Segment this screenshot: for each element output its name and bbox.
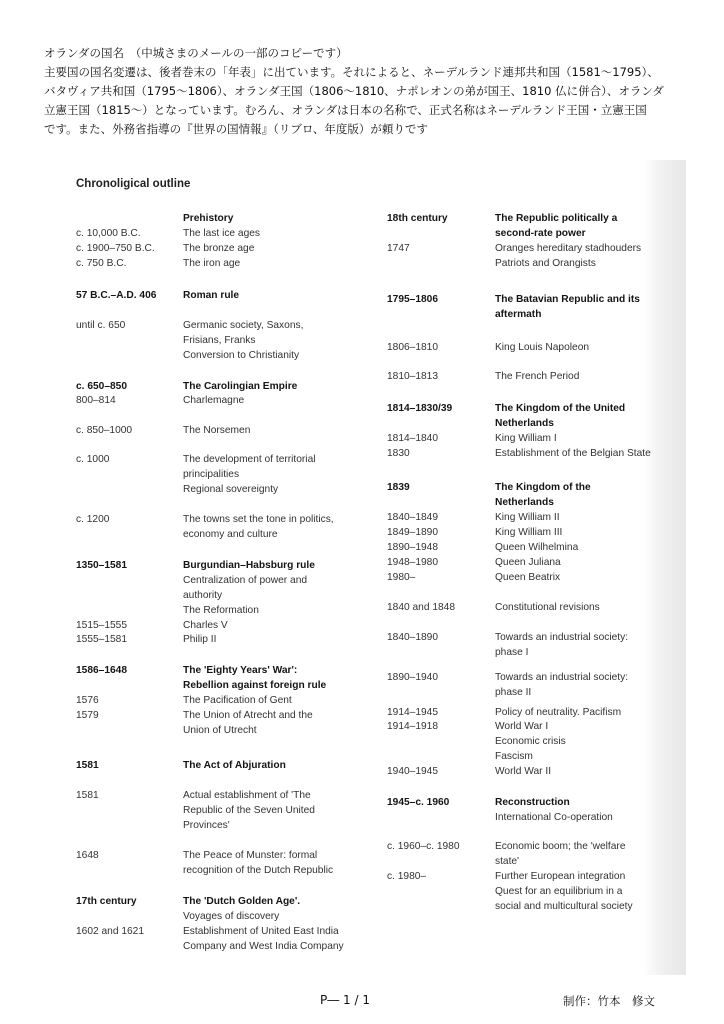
intro-line: 立憲王国（1815〜）となっています。むろん、オランダは日本の名称で、正式名称はネーデルランド王国・立憲王国	[44, 103, 647, 117]
timeline-event: King Louis Napoleon	[495, 342, 590, 353]
timeline-date: 1814–1840	[387, 433, 438, 444]
timeline-date: 1840–1849	[387, 512, 438, 523]
timeline-date: 1849–1890	[387, 527, 438, 538]
timeline-date: 17th century	[76, 896, 137, 907]
timeline-heading: The Kingdom of the	[495, 482, 591, 493]
timeline-date: 1810–1813	[387, 371, 438, 382]
timeline-event: phase I	[495, 647, 529, 658]
author-credit: 制作：竹本 修文	[563, 994, 655, 1008]
timeline-date: 1586–1648	[76, 665, 127, 676]
scanned-page	[62, 160, 686, 975]
timeline-event: Establishment of United East India	[183, 926, 339, 937]
timeline-event: The Norsemen	[183, 425, 251, 436]
timeline-date: 1806–1810	[387, 342, 438, 353]
timeline-event: economy and culture	[183, 529, 278, 540]
timeline-date: c. 10,000 B.C.	[76, 228, 141, 239]
timeline-event: Towards an industrial society:	[495, 632, 629, 643]
timeline-heading: The Act of Abjuration	[183, 760, 286, 771]
timeline-event: Centralization of power and	[183, 575, 308, 586]
timeline-date: 1579	[76, 710, 99, 721]
timeline-event: Towards an industrial society:	[495, 672, 629, 683]
timeline-date: 1576	[76, 695, 99, 706]
timeline-event: The Union of Atrecht and the	[183, 710, 313, 721]
timeline-event: Patriots and Orangists	[495, 258, 596, 269]
timeline-event: Union of Utrecht	[183, 725, 257, 736]
timeline-date: c. 1980–	[387, 871, 427, 882]
timeline-heading: Roman rule	[183, 290, 240, 301]
timeline-event: The towns set the tone in politics,	[183, 514, 334, 525]
timeline-date: 1890–1940	[387, 672, 438, 683]
timeline-event: The iron age	[183, 258, 241, 269]
timeline-event: Frisians, Franks	[183, 335, 256, 346]
intro-line: バタヴィア共和国（1795〜1806）、オランダ王国（1806〜1810、ナポレオンの弟が国王、1810 仏に併合）、オランダ	[44, 84, 664, 98]
timeline-event: King William II	[495, 512, 560, 523]
timeline-event: The Pacification of Gent	[183, 695, 292, 706]
outline-title: Chronoligical outline	[76, 178, 191, 190]
timeline-date: 1890–1948	[387, 542, 438, 553]
timeline-heading: aftermath	[495, 309, 542, 320]
timeline-event: International Co-operation	[495, 812, 613, 823]
timeline-date: 1914–1945	[387, 707, 438, 718]
timeline-heading: Netherlands	[495, 418, 554, 429]
timeline-heading: The 'Eighty Years' War':	[183, 665, 298, 676]
timeline-event: Republic of the Seven United	[183, 805, 315, 816]
timeline-date: 1830	[387, 448, 410, 459]
timeline-date: c. 1900–750 B.C.	[76, 243, 155, 254]
timeline-event: Economic boom; the 'welfare	[495, 841, 626, 852]
timeline-event: Fascism	[495, 751, 533, 762]
timeline-date: 800–814	[76, 395, 116, 406]
timeline-heading: Prehistory	[183, 213, 234, 224]
timeline-heading: Netherlands	[495, 497, 554, 508]
timeline-event: Policy of neutrality. Pacifism	[495, 707, 622, 718]
timeline-event: Establishment of the Belgian State	[495, 448, 651, 459]
timeline-date: 1795–1806	[387, 294, 438, 305]
timeline-event: The development of territorial	[183, 454, 316, 465]
timeline-event: King William III	[495, 527, 563, 538]
timeline-event: Charles V	[183, 620, 228, 631]
timeline-heading: The Carolingian Empire	[183, 381, 298, 392]
timeline-event: The French Period	[495, 371, 580, 382]
timeline-date: 1581	[76, 760, 99, 771]
timeline-date: c. 750 B.C.	[76, 258, 127, 269]
timeline-event: Economic crisis	[495, 736, 566, 747]
page-number: P― 1 / 1	[320, 993, 370, 1007]
timeline-event: state'	[495, 856, 520, 867]
timeline-date: 1840–1890	[387, 632, 438, 643]
timeline-date: 1980–	[387, 572, 416, 583]
timeline-event: social and multicultural society	[495, 901, 633, 912]
timeline-event: The last ice ages	[183, 228, 261, 239]
timeline-date: c. 1000	[76, 454, 110, 465]
timeline-event: Voyages of discovery	[183, 911, 280, 922]
timeline-event: Actual establishment of 'The	[183, 790, 311, 801]
timeline-event: Further European integration	[495, 871, 626, 882]
timeline-date: 1350–1581	[76, 560, 127, 571]
timeline-heading: Rebellion against foreign rule	[183, 680, 327, 691]
timeline-event: Queen Wilhelmina	[495, 542, 579, 553]
timeline-event: Germanic society, Saxons,	[183, 320, 304, 331]
timeline-event: authority	[183, 590, 223, 601]
timeline-date: 1581	[76, 790, 99, 801]
timeline-date: 1948–1980	[387, 557, 438, 568]
timeline-event: phase II	[495, 687, 532, 698]
timeline-event: Queen Beatrix	[495, 572, 561, 583]
timeline-date: 1814–1830/39	[387, 403, 453, 414]
timeline-date: 1945–c. 1960	[387, 797, 450, 808]
timeline-heading: The Batavian Republic and its	[495, 294, 640, 305]
intro-line: 主要国の国名変遷は、後者巻末の「年表」に出ています。それによると、ネーデルランド連邦共和国（1581〜1795）、	[44, 65, 659, 79]
timeline-event: Charlemagne	[183, 395, 245, 406]
timeline-heading: second-rate power	[495, 228, 586, 239]
timeline-event: Oranges hereditary stadhouders	[495, 243, 642, 254]
timeline-event: principalities	[183, 469, 240, 480]
timeline-date: 1840 and 1848	[387, 602, 455, 613]
timeline-event: Quest for an equilibrium in a	[495, 886, 623, 897]
timeline-event: King William I	[495, 433, 557, 444]
timeline-event: recognition of the Dutch Republic	[183, 865, 334, 876]
timeline-event: Company and West India Company	[183, 941, 344, 952]
timeline-heading: The Republic politically a	[495, 213, 618, 224]
timeline-event: Philip II	[183, 634, 217, 645]
timeline-date: 1914–1918	[387, 721, 438, 732]
timeline-event: World War I	[495, 721, 549, 732]
timeline-heading: Burgundian–Habsburg rule	[183, 560, 315, 571]
timeline-date: 1515–1555	[76, 620, 127, 631]
timeline-date: c. 650–850	[76, 381, 127, 392]
timeline-event: Provinces'	[183, 820, 230, 831]
timeline-date: 1648	[76, 850, 99, 861]
timeline-event: World War II	[495, 766, 552, 777]
timeline-heading: The 'Dutch Golden Age'.	[183, 896, 301, 907]
timeline-date: c. 1960–c. 1980	[387, 841, 460, 852]
timeline-event: Queen Juliana	[495, 557, 561, 568]
timeline-event: The Reformation	[183, 605, 259, 616]
timeline-date: 1555–1581	[76, 634, 127, 645]
timeline-date: c. 850–1000	[76, 425, 133, 436]
timeline-date: 57 B.C.–A.D. 406	[76, 290, 157, 301]
timeline-date: 1747	[387, 243, 410, 254]
intro-text	[44, 44, 684, 139]
intro-line: オランダの国名 （中城さまのメールの一部のコピーです）	[44, 46, 348, 60]
timeline-event: Conversion to Christianity	[183, 350, 300, 361]
timeline-date: 1839	[387, 482, 410, 493]
timeline-event: Regional sovereignty	[183, 484, 279, 495]
timeline-heading: The Kingdom of the United	[495, 403, 626, 414]
timeline-event: Constitutional revisions	[495, 602, 600, 613]
timeline-date: c. 1200	[76, 514, 110, 525]
timeline-event: The bronze age	[183, 243, 255, 254]
intro-line: です。また、外務省指導の『世界の国情報』（リブロ、年度版）が頼りです	[44, 122, 428, 136]
timeline-date: 18th century	[387, 213, 448, 224]
timeline-date: 1940–1945	[387, 766, 438, 777]
timeline-heading: Reconstruction	[495, 797, 570, 808]
timeline-date: 1602 and 1621	[76, 926, 144, 937]
timeline-date: until c. 650	[76, 320, 126, 331]
timeline-event: The Peace of Munster: formal	[183, 850, 318, 861]
